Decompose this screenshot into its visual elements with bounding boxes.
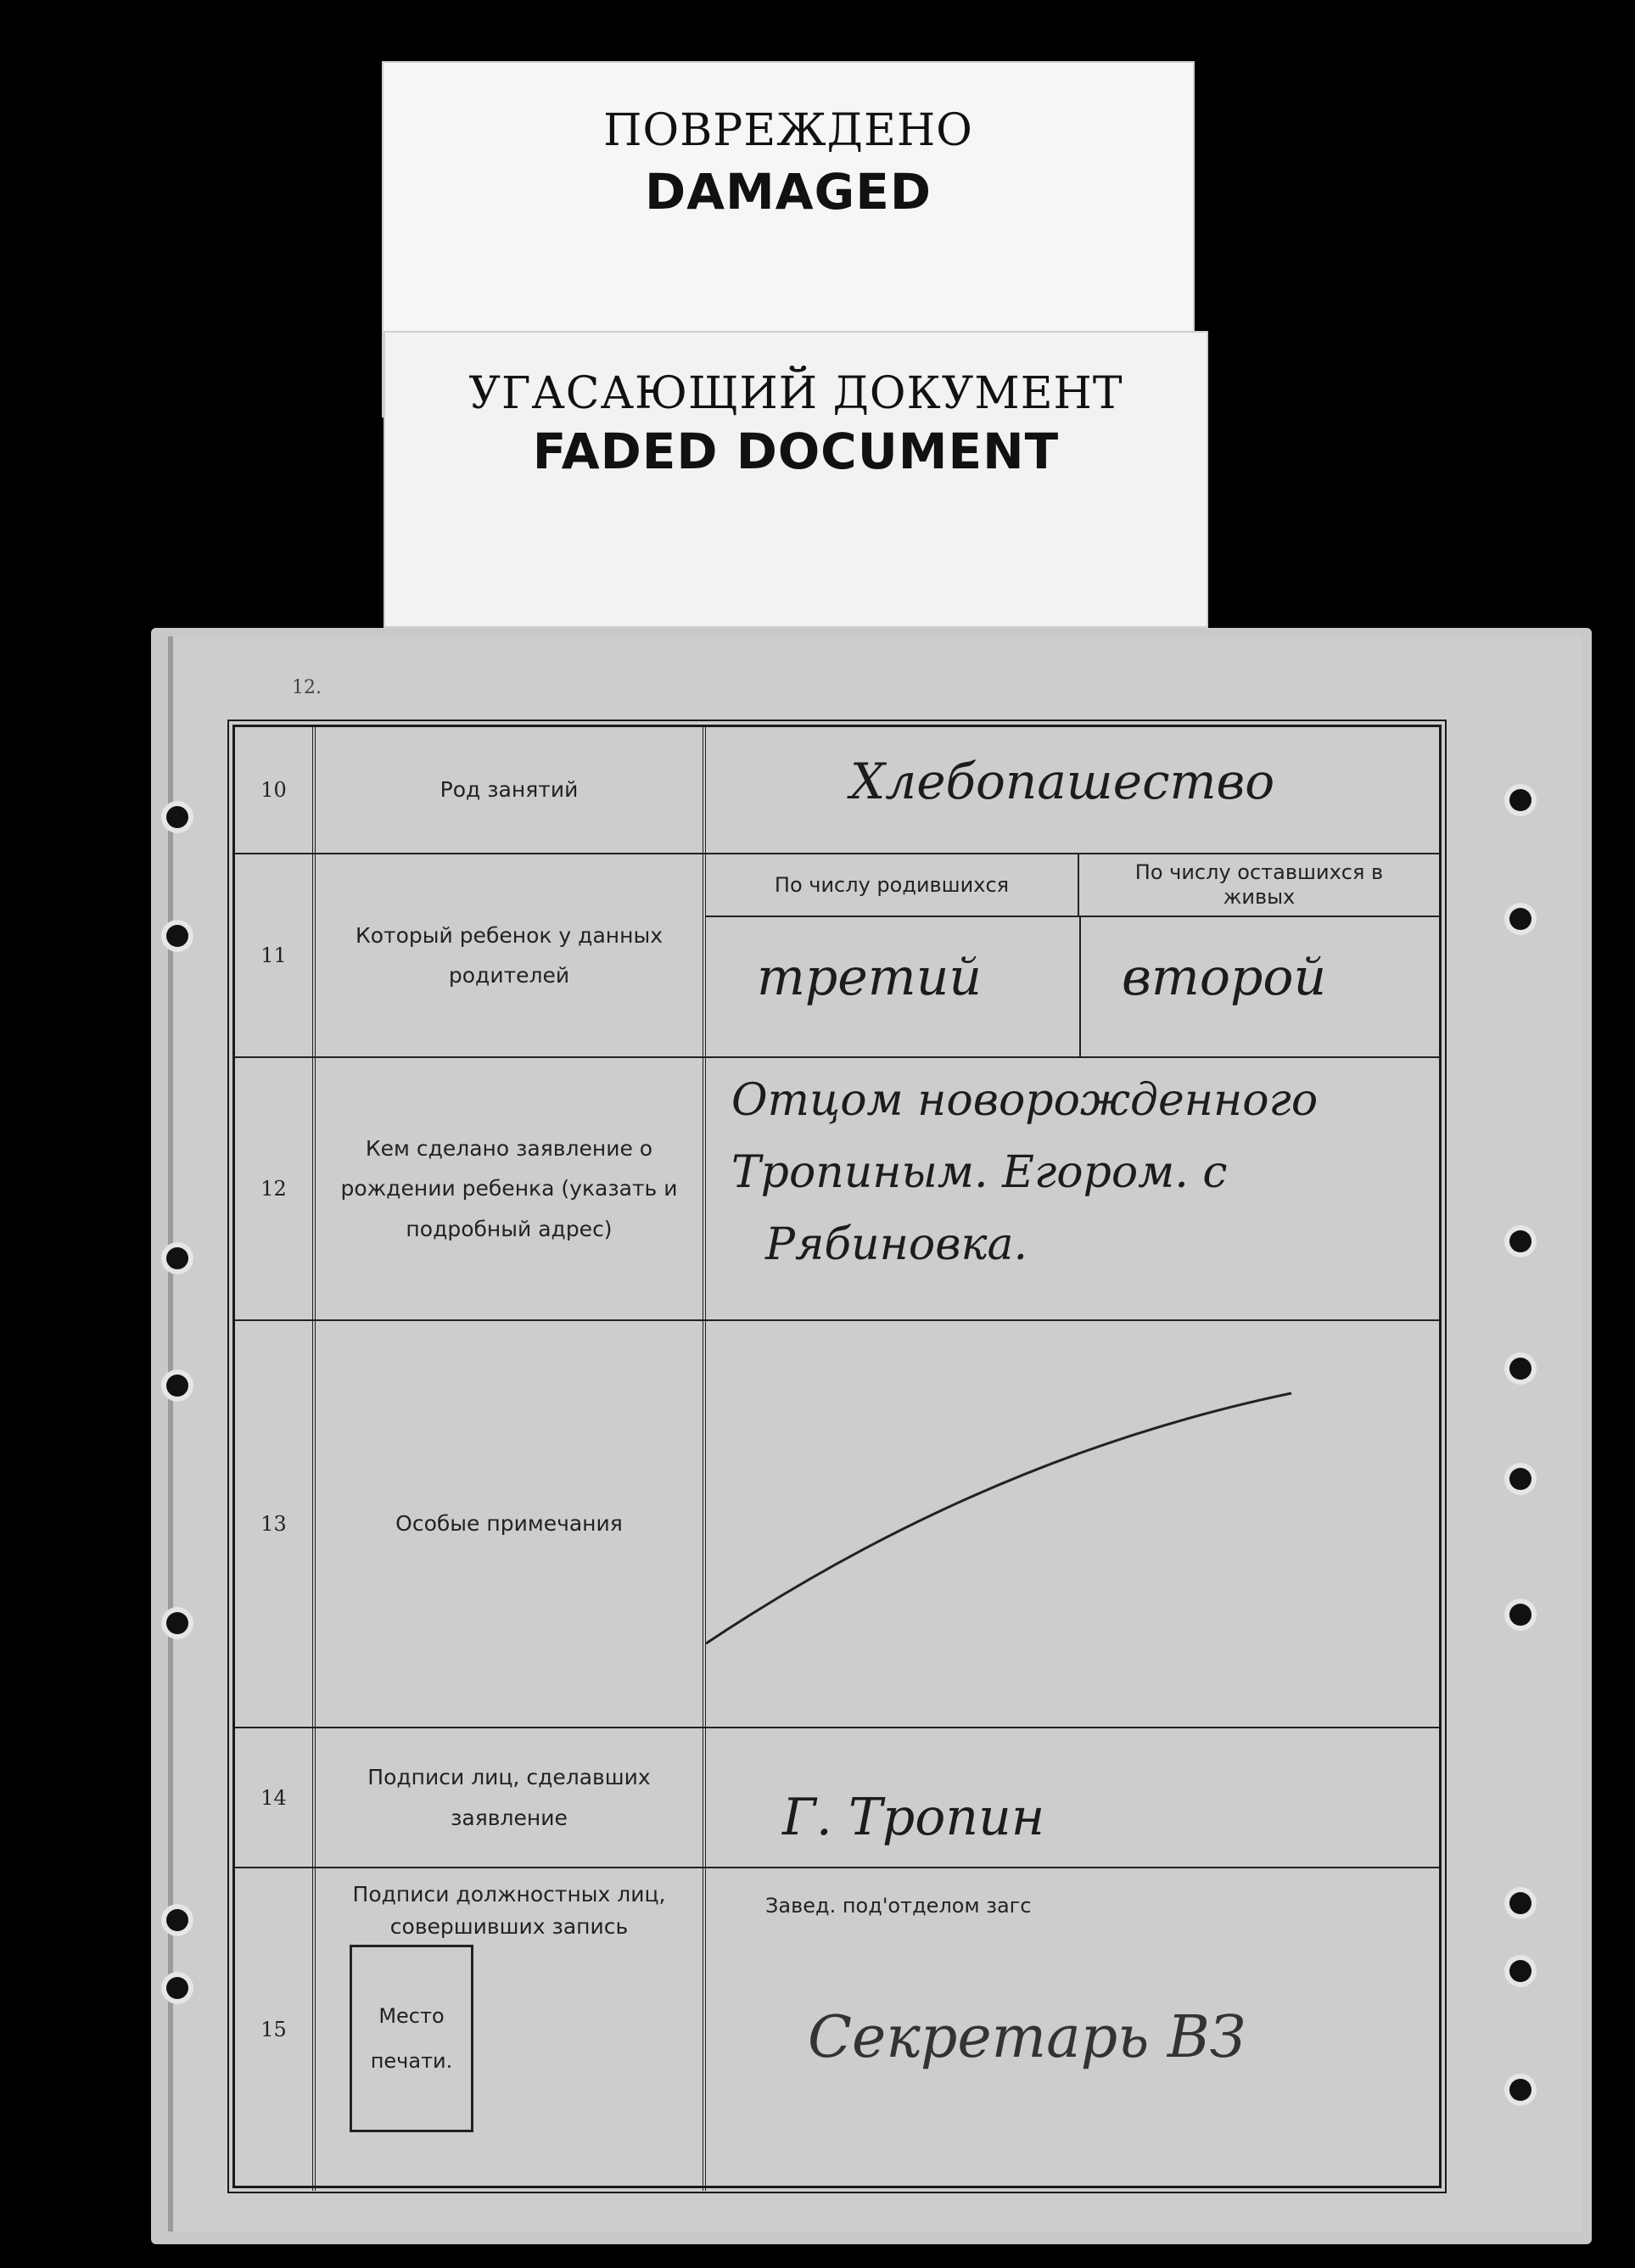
row-value: [706, 1728, 1439, 1867]
row-label-remarks: Особые примечания: [316, 1321, 706, 1727]
punch-hole: [1509, 2079, 1531, 2101]
col-head-born: По числу родившихся: [706, 854, 1079, 917]
punch-hole: [166, 806, 188, 828]
punch-hole: [1509, 1604, 1531, 1626]
row-value: [706, 1868, 1439, 2191]
punch-hole: [1509, 908, 1531, 930]
official-signatures-text: Подписи должностных лиц, совершивших запись: [352, 1882, 666, 1939]
punch-hole: [1509, 1892, 1531, 1914]
row-number: 10: [235, 727, 316, 853]
row-label-occupation: Род занятий: [316, 727, 706, 853]
printed-registrar-title: Завед. под'отделом загс: [765, 1894, 1032, 1918]
punch-hole: [166, 1909, 188, 1931]
row-value: [706, 1321, 1439, 1727]
row-number: 15: [235, 1868, 316, 2191]
page-sheet: [168, 636, 1582, 2232]
handwritten-declarant-signature: Г. Тропин: [782, 1788, 1045, 1847]
registration-form: [232, 725, 1442, 2188]
faded-label-ru: УГАСАЮЩИЙ ДОКУМЕНТ: [468, 368, 1123, 419]
row-label-declarant-signatures: Подписи лиц, сделавших заявление: [316, 1728, 706, 1867]
punch-hole: [1509, 1358, 1531, 1380]
punch-hole: [1509, 789, 1531, 811]
form-row-13: [235, 1321, 1439, 1728]
row-label-official-signatures: [316, 1868, 706, 2191]
cancel-stroke: [706, 1321, 1444, 1728]
row-label-child-order: Который ребенок у данных родителей: [316, 854, 706, 1056]
punch-hole: [166, 1977, 188, 1999]
form-row-10: [235, 727, 1439, 854]
punch-hole: [1509, 1468, 1531, 1490]
row-number: 14: [235, 1728, 316, 1867]
punch-hole: [166, 1375, 188, 1397]
row-label-declarant: Кем сделано заявление о рождении ребенка (указать и подробный адрес): [316, 1058, 706, 1319]
handwritten-alive-order: второй: [1122, 948, 1327, 1007]
row-value: [706, 854, 1439, 1056]
damaged-label-ru: ПОВРЕЖДЕНО: [603, 105, 973, 156]
row-number: 11: [235, 854, 316, 1056]
form-row-14: [235, 1728, 1439, 1868]
document-page: [151, 628, 1592, 2244]
row-value: [706, 727, 1439, 853]
faded-label-en: FADED DOCUMENT: [532, 423, 1060, 480]
page-mark: 12.: [292, 677, 322, 698]
handwritten-declarant-line: Отцом новорожденного: [731, 1075, 1319, 1126]
row-value: [706, 1058, 1439, 1319]
form-row-12: [235, 1058, 1439, 1321]
row-number: 13: [235, 1321, 316, 1727]
form-row-15: [235, 1868, 1439, 2191]
handwritten-declarant-line: Рябиновка.: [765, 1219, 1028, 1270]
handwritten-occupation: Хлебопашество: [850, 753, 1275, 810]
col-head-alive: По числу оставшихся в живых: [1079, 854, 1439, 917]
seal-place-box: [350, 1945, 473, 2132]
punch-hole: [166, 1612, 188, 1634]
faded-card: [384, 331, 1208, 628]
handwritten-born-order: третий: [757, 948, 982, 1007]
form-row-11: [235, 854, 1439, 1058]
col-divider: [1079, 917, 1081, 1056]
damaged-label-en: DAMAGED: [644, 163, 932, 221]
handwritten-declarant-line: Тропиным. Егором. с: [731, 1147, 1228, 1198]
seal-label-line1: Место: [378, 2003, 445, 2028]
punch-hole: [166, 1247, 188, 1269]
punch-hole: [166, 925, 188, 947]
seal-label-line2: печати.: [370, 2048, 453, 2073]
punch-hole: [1509, 1960, 1531, 1982]
handwritten-registrar-signature: Секретарь ВЗ: [808, 2004, 1246, 2071]
punch-hole: [1509, 1230, 1531, 1252]
row-number: 12: [235, 1058, 316, 1319]
